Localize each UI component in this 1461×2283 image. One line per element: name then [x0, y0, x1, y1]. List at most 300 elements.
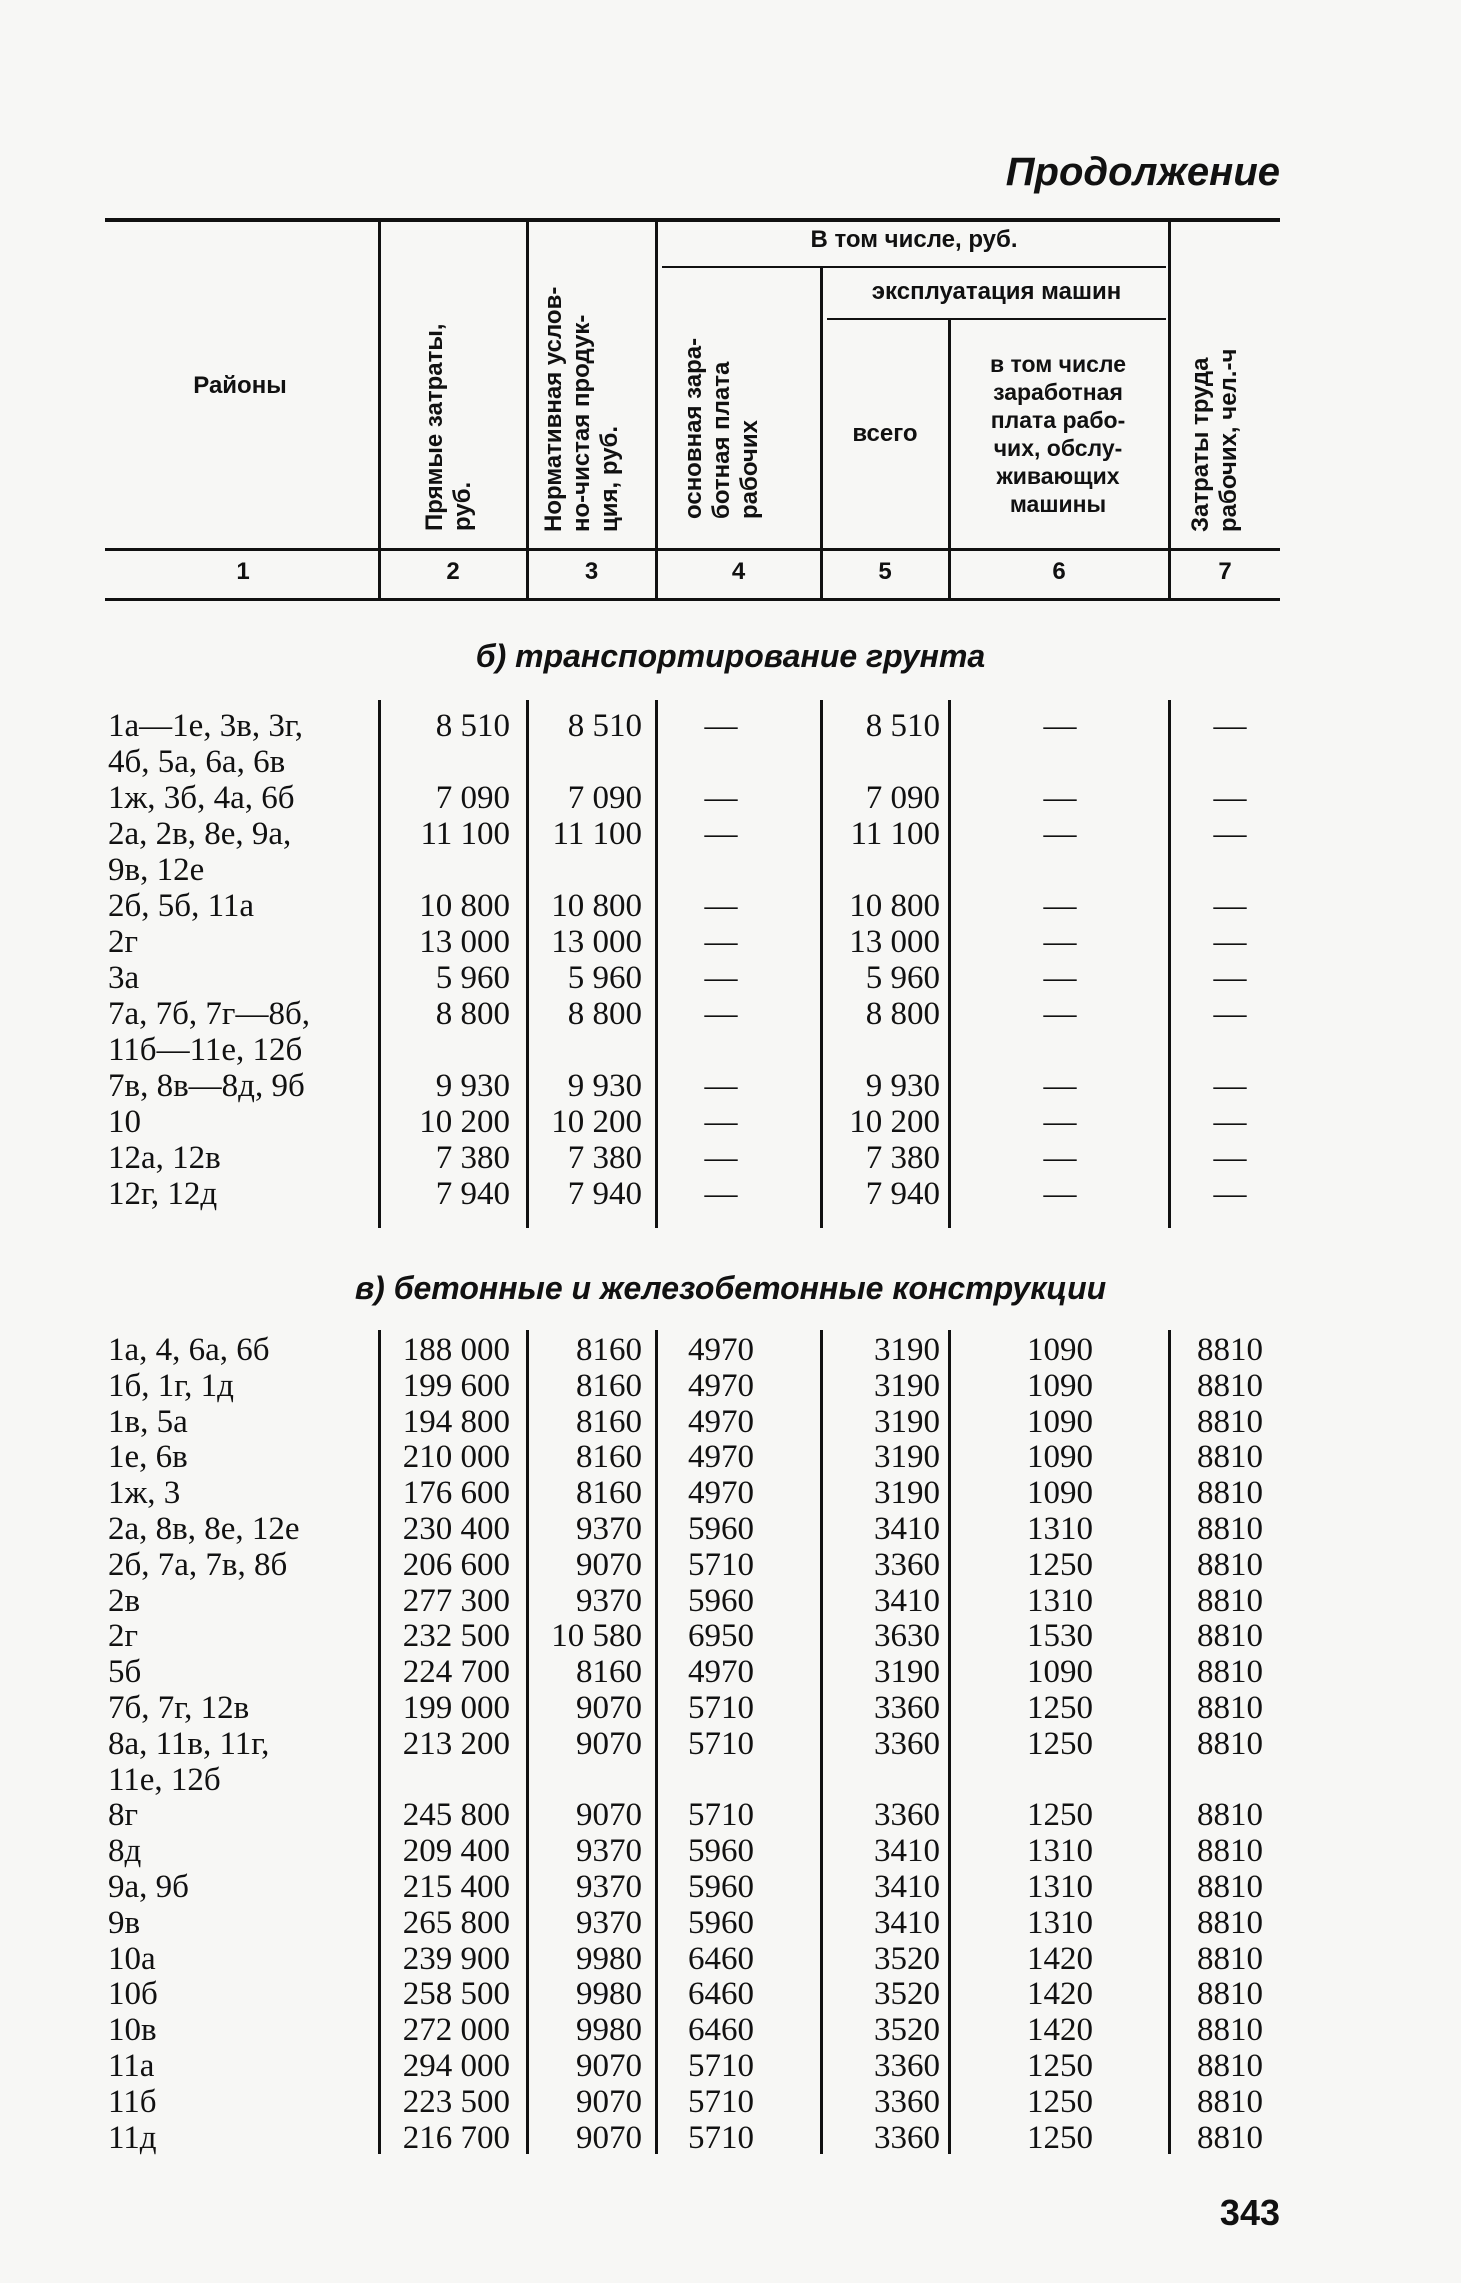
value-cell-c6: 1250: [1027, 2119, 1093, 2156]
region-cell: 1б, 1г, 1д: [108, 1367, 234, 1404]
value-cell-c5: 3360: [874, 2048, 940, 2084]
table-row: [0, 888, 1461, 924]
value-cell-c5: 3410: [874, 1511, 940, 1547]
value-cell-c7: —: [1213, 780, 1247, 816]
value-cell-c5: 3360: [874, 1690, 940, 1726]
value-cell-c7: 8810: [1197, 1797, 1263, 1834]
value-cell-c6: —: [1043, 996, 1077, 1032]
including-header: В том числе, руб.: [810, 226, 1018, 253]
value-cell-c2: 210 000: [402, 1439, 510, 1476]
value-cell-c4: —: [704, 1104, 738, 1140]
table-row: [0, 1726, 1461, 1762]
value-cell-c6: 1090: [1027, 1403, 1093, 1440]
table-row: [0, 708, 1461, 744]
value-cell-c3: 9070: [576, 1546, 642, 1583]
value-cell-c5: 3630: [874, 1618, 940, 1655]
value-cell-c6: —: [1043, 924, 1077, 960]
value-cell-c6: 1420: [1027, 1976, 1093, 2013]
value-cell-c4: 5710: [688, 2048, 754, 2084]
table-row: [0, 1368, 1461, 1404]
value-cell-c2: 232 500: [402, 1618, 510, 1655]
value-cell-c2: 7 940: [435, 1176, 510, 1212]
header-top-rule: [105, 218, 1280, 222]
value-cell-c5: 3410: [874, 1833, 940, 1870]
table-row: [0, 744, 1461, 780]
value-cell-c3: 11 100: [552, 816, 642, 852]
colnum-6: 6: [1052, 558, 1066, 585]
machine-rule: [827, 318, 1166, 320]
value-cell-c6: 1250: [1027, 1546, 1093, 1583]
value-cell-c5: 10 200: [849, 1104, 940, 1140]
region-cell: 9в, 12е: [108, 852, 205, 888]
value-cell-c2: 213 200: [402, 1725, 510, 1762]
colnum-4: 4: [731, 558, 746, 585]
value-cell-c7: 8810: [1197, 2048, 1263, 2084]
table-row: [0, 852, 1461, 888]
continued-label: Продолжение: [1005, 150, 1280, 194]
table-row: [0, 1976, 1461, 2012]
value-cell-c6: —: [1043, 1068, 1077, 1104]
region-cell: 1а—1е, 3в, 3г,: [108, 708, 303, 744]
region-cell: 10б: [108, 1976, 158, 2013]
value-cell-c6: 1310: [1027, 1582, 1093, 1619]
value-cell-c6: 1310: [1027, 1869, 1093, 1905]
table-row: [0, 1869, 1461, 1905]
value-cell-c3: 9070: [576, 1690, 642, 1726]
value-cell-c2: 265 800: [402, 1904, 510, 1941]
region-cell: 10: [108, 1104, 141, 1140]
value-cell-c2: 7 090: [435, 780, 510, 816]
value-cell-c2: 176 600: [402, 1475, 510, 1512]
value-cell-c6: 1530: [1027, 1618, 1093, 1655]
value-cell-c7: —: [1213, 708, 1247, 744]
region-cell: 4б, 5а, 6а, 6в: [108, 744, 286, 780]
value-cell-c3: 9980: [576, 1976, 642, 2013]
value-cell-c2: 215 400: [402, 1869, 510, 1905]
value-cell-c6: —: [1043, 708, 1077, 744]
value-cell-c4: 5710: [688, 1546, 754, 1583]
value-cell-c4: 5710: [688, 2083, 754, 2120]
direct-costs-header: Прямые затраты, руб.: [421, 323, 476, 531]
value-cell-c7: —: [1213, 888, 1247, 924]
value-cell-c4: —: [704, 816, 738, 852]
region-cell: 1в, 5а: [108, 1403, 188, 1440]
value-cell-c4: —: [704, 780, 738, 816]
value-cell-c4: —: [704, 1140, 738, 1176]
value-cell-c4: 4970: [688, 1654, 754, 1691]
value-cell-c7: —: [1213, 1068, 1247, 1104]
value-cell-c5: 3360: [874, 2083, 940, 2120]
value-cell-c7: 8810: [1197, 1403, 1263, 1440]
value-cell-c7: 8810: [1197, 1654, 1263, 1691]
value-cell-c4: 5960: [688, 1904, 754, 1941]
value-cell-c7: —: [1213, 924, 1247, 960]
value-cell-c4: 5960: [688, 1869, 754, 1905]
value-cell-c6: 1250: [1027, 1797, 1093, 1834]
value-cell-c7: —: [1213, 996, 1247, 1032]
region-cell: 3а: [108, 960, 140, 996]
region-cell: 8г: [108, 1797, 139, 1834]
value-cell-c5: 3190: [874, 1403, 940, 1440]
table-row: [0, 1762, 1461, 1798]
region-cell: 2г: [108, 1618, 139, 1655]
value-cell-c4: 4970: [688, 1367, 754, 1404]
value-cell-c4: —: [704, 924, 738, 960]
value-cell-c4: 5710: [688, 1797, 754, 1834]
region-cell: 2а, 2в, 8е, 9а,: [108, 816, 292, 852]
value-cell-c5: 3190: [874, 1439, 940, 1476]
value-cell-c3: 10 580: [551, 1618, 642, 1655]
value-cell-c6: 1090: [1027, 1475, 1093, 1512]
value-cell-c6: 1250: [1027, 1690, 1093, 1726]
value-cell-c4: 4970: [688, 1439, 754, 1476]
value-cell-c5: 3410: [874, 1869, 940, 1905]
region-cell: 7в, 8в—8д, 9б: [108, 1068, 305, 1104]
total-header: всего: [852, 420, 918, 447]
value-cell-c2: 11 100: [420, 816, 510, 852]
value-cell-c7: 8810: [1197, 1904, 1263, 1941]
value-cell-c5: 3360: [874, 1797, 940, 1834]
region-cell: 11б—11е, 12б: [108, 1032, 303, 1068]
value-cell-c4: 5710: [688, 2119, 754, 2156]
value-cell-c2: 239 900: [402, 1940, 510, 1977]
colnum-bottom-rule: [105, 598, 1280, 601]
region-cell: 2а, 8в, 8е, 12е: [108, 1511, 300, 1547]
value-cell-c2: 294 000: [402, 2048, 510, 2084]
value-cell-c3: 9070: [576, 2119, 642, 2156]
value-cell-c6: 1310: [1027, 1833, 1093, 1870]
value-cell-c4: —: [704, 1068, 738, 1104]
value-cell-c4: —: [704, 888, 738, 924]
table-row: [0, 1176, 1461, 1212]
table-row: [0, 816, 1461, 852]
value-cell-c4: 6460: [688, 1976, 754, 2013]
section-c-title: в) бетонные и железобетонные конструкции: [354, 1270, 1107, 1306]
value-cell-c4: 5960: [688, 1582, 754, 1619]
value-cell-c6: 1310: [1027, 1904, 1093, 1941]
value-cell-c3: 8160: [576, 1654, 642, 1691]
colnum-5: 5: [878, 558, 892, 585]
value-cell-c3: 9070: [576, 2083, 642, 2120]
page-number: 343: [1219, 2192, 1280, 2233]
colnum-2: 2: [446, 558, 460, 585]
section-b-title: б) транспортирование грунта: [475, 638, 986, 674]
value-cell-c5: 3520: [874, 1940, 940, 1977]
value-cell-c6: —: [1043, 816, 1077, 852]
value-cell-c3: 8160: [576, 1332, 642, 1368]
value-cell-c4: 5960: [688, 1511, 754, 1547]
header-vline-6: [1168, 220, 1171, 600]
value-cell-c6: 1090: [1027, 1439, 1093, 1476]
header-vline-1: [378, 220, 381, 600]
table-row: [0, 1104, 1461, 1140]
value-cell-c2: 272 000: [402, 2012, 510, 2049]
region-cell: 11б: [108, 2083, 157, 2120]
region-cell: 7б, 7г, 12в: [108, 1690, 250, 1726]
value-cell-c5: 3410: [874, 1582, 940, 1619]
value-cell-c7: 8810: [1197, 1332, 1263, 1368]
value-cell-c3: 5 960: [567, 960, 642, 996]
value-cell-c7: —: [1213, 1176, 1247, 1212]
value-cell-c3: 8160: [576, 1367, 642, 1404]
value-cell-c2: 13 000: [419, 924, 510, 960]
region-cell: 8д: [108, 1833, 142, 1870]
value-cell-c6: —: [1043, 888, 1077, 924]
value-cell-c4: 5710: [688, 1725, 754, 1762]
value-cell-c5: 3360: [874, 1725, 940, 1762]
table-row: [0, 1905, 1461, 1941]
value-cell-c2: 245 800: [402, 1797, 510, 1834]
region-cell: 2б, 7а, 7в, 8б: [108, 1546, 288, 1583]
header-vline-3: [655, 220, 658, 600]
value-cell-c6: —: [1043, 1140, 1077, 1176]
value-cell-c6: 1250: [1027, 1725, 1093, 1762]
region-cell: 1ж, 3б, 4а, 6б: [108, 780, 295, 816]
region-cell: 1ж, 3: [108, 1475, 181, 1512]
value-cell-c7: 8810: [1197, 1869, 1263, 1905]
value-cell-c6: 1420: [1027, 1940, 1093, 1977]
table-row: [0, 1941, 1461, 1977]
value-cell-c6: 1250: [1027, 2083, 1093, 2120]
region-cell: 1е, 6в: [108, 1439, 188, 1476]
value-cell-c6: —: [1043, 1176, 1077, 1212]
value-cell-c3: 8 510: [567, 708, 642, 744]
value-cell-c3: 10 800: [551, 888, 642, 924]
value-cell-c6: 1310: [1027, 1511, 1093, 1547]
value-cell-c5: 3360: [874, 2119, 940, 2156]
value-cell-c4: 4970: [688, 1475, 754, 1512]
value-cell-c7: —: [1213, 1140, 1247, 1176]
value-cell-c3: 8160: [576, 1475, 642, 1512]
value-cell-c3: 9070: [576, 1725, 642, 1762]
value-cell-c3: 9980: [576, 2012, 642, 2049]
value-cell-c5: 8 800: [865, 996, 940, 1032]
value-cell-c5: 3190: [874, 1367, 940, 1404]
value-cell-c6: 1090: [1027, 1654, 1093, 1691]
value-cell-c2: 230 400: [402, 1511, 510, 1547]
value-cell-c3: 9370: [576, 1869, 642, 1905]
normative-output-header: Нормативная услов- но-чистая продук- ция, руб.: [540, 286, 623, 532]
value-cell-c3: 9370: [576, 1833, 642, 1870]
value-cell-c4: —: [704, 960, 738, 996]
region-cell: 9в: [108, 1904, 141, 1941]
value-cell-c7: 8810: [1197, 1511, 1263, 1547]
value-cell-c7: 8810: [1197, 1582, 1263, 1619]
value-cell-c4: 4970: [688, 1332, 754, 1368]
value-cell-c6: 1090: [1027, 1332, 1093, 1368]
value-cell-c3: 9 930: [567, 1068, 642, 1104]
region-cell: 11е, 12б: [108, 1761, 221, 1798]
value-cell-c5: 8 510: [865, 708, 940, 744]
value-cell-c6: 1090: [1027, 1367, 1093, 1404]
value-cell-c5: 10 800: [849, 888, 940, 924]
table-row: [0, 780, 1461, 816]
table-row: [0, 1833, 1461, 1869]
table-row: [0, 1511, 1461, 1547]
table-row: [0, 1332, 1461, 1368]
table-row: [0, 1583, 1461, 1619]
value-cell-c7: 8810: [1197, 1833, 1263, 1870]
region-cell: 2б, 5б, 11а: [108, 888, 255, 924]
value-cell-c2: 194 800: [402, 1403, 510, 1440]
table-row: [0, 924, 1461, 960]
value-cell-c2: 199 000: [402, 1690, 510, 1726]
value-cell-c4: —: [704, 996, 738, 1032]
region-cell: 11а: [108, 2048, 155, 2084]
table-row: [0, 1032, 1461, 1068]
table-row: [0, 2048, 1461, 2084]
table-row: [0, 960, 1461, 996]
value-cell-c5: 9 930: [865, 1068, 940, 1104]
value-cell-c2: 206 600: [402, 1546, 510, 1583]
value-cell-c5: 7 940: [865, 1176, 940, 1212]
region-cell: 8а, 11в, 11г,: [108, 1725, 270, 1762]
table-row: [0, 1068, 1461, 1104]
value-cell-c2: 8 510: [435, 708, 510, 744]
region-cell: 5б: [108, 1654, 142, 1691]
table-row: [0, 996, 1461, 1032]
incl-wage-header: в том числе заработная плата рабо- чих, обслу- живающих машины: [989, 351, 1127, 517]
region-cell: 12г, 12д: [108, 1176, 218, 1212]
value-cell-c5: 13 000: [849, 924, 940, 960]
header-vline-2: [526, 220, 529, 600]
table-row: [0, 1654, 1461, 1690]
value-cell-c3: 7 090: [567, 780, 642, 816]
value-cell-c3: 9370: [576, 1511, 642, 1547]
labor-header: Затраты труда рабочих, чел.-ч: [1187, 348, 1242, 532]
value-cell-c2: 199 600: [402, 1367, 510, 1404]
base-wage-header: основная зара- ботная плата рабочих: [680, 337, 763, 519]
value-cell-c3: 9370: [576, 1582, 642, 1619]
value-cell-c7: —: [1213, 960, 1247, 996]
value-cell-c7: —: [1213, 816, 1247, 852]
value-cell-c2: 223 500: [402, 2083, 510, 2120]
table-row: [0, 2084, 1461, 2120]
region-cell: 1а, 4, 6а, 6б: [108, 1332, 270, 1368]
regions-header: Районы: [193, 372, 287, 399]
colnum-3: 3: [584, 558, 599, 585]
value-cell-c7: 8810: [1197, 1367, 1263, 1404]
value-cell-c2: 10 200: [419, 1104, 510, 1140]
value-cell-c6: —: [1043, 1104, 1077, 1140]
table-row: [0, 1404, 1461, 1440]
value-cell-c2: 258 500: [402, 1976, 510, 2013]
table-row: [0, 1618, 1461, 1654]
value-cell-c4: 6950: [688, 1618, 754, 1655]
value-cell-c2: 209 400: [402, 1833, 510, 1870]
value-cell-c5: 3360: [874, 1546, 940, 1583]
value-cell-c3: 13 000: [551, 924, 642, 960]
value-cell-c2: 8 800: [435, 996, 510, 1032]
value-cell-c5: 3190: [874, 1332, 940, 1368]
machine-operation-header: эксплуатация машин: [871, 278, 1122, 305]
value-cell-c5: 3190: [874, 1654, 940, 1691]
table-row: [0, 2012, 1461, 2048]
value-cell-c5: 3520: [874, 1976, 940, 2013]
value-cell-c2: 216 700: [402, 2119, 510, 2156]
value-cell-c7: 8810: [1197, 1546, 1263, 1583]
value-cell-c7: 8810: [1197, 1475, 1263, 1512]
value-cell-c3: 8160: [576, 1403, 642, 1440]
value-cell-c2: 7 380: [435, 1140, 510, 1176]
colnum-1: 1: [236, 558, 250, 585]
value-cell-c5: 7 380: [865, 1140, 940, 1176]
value-cell-c3: 9980: [576, 1940, 642, 1977]
value-cell-c2: 10 800: [419, 888, 510, 924]
table-row: [0, 1140, 1461, 1176]
value-cell-c7: 8810: [1197, 1690, 1263, 1726]
value-cell-c3: 7 380: [567, 1140, 642, 1176]
value-cell-c3: 7 940: [567, 1176, 642, 1212]
colnum-7: 7: [1218, 558, 1232, 585]
value-cell-c5: 7 090: [865, 780, 940, 816]
region-cell: 10а: [108, 1940, 156, 1977]
value-cell-c7: 8810: [1197, 1940, 1263, 1977]
value-cell-c3: 8160: [576, 1439, 642, 1476]
value-cell-c4: —: [704, 1176, 738, 1212]
region-cell: 2г: [108, 924, 139, 960]
value-cell-c4: 6460: [688, 1940, 754, 1977]
value-cell-c7: 8810: [1197, 2083, 1263, 2120]
value-cell-c5: 3190: [874, 1475, 940, 1512]
value-cell-c3: 9070: [576, 1797, 642, 1834]
value-cell-c6: —: [1043, 960, 1077, 996]
value-cell-c4: 5710: [688, 1690, 754, 1726]
region-cell: 2в: [108, 1582, 141, 1619]
table-row: [0, 2120, 1461, 2156]
table-row: [0, 1475, 1461, 1511]
value-cell-c4: —: [704, 708, 738, 744]
value-cell-c7: 8810: [1197, 2119, 1263, 2156]
value-cell-c7: —: [1213, 1104, 1247, 1140]
table-row: [0, 1690, 1461, 1726]
value-cell-c3: 10 200: [551, 1104, 642, 1140]
header-bottom-rule: [105, 548, 1280, 551]
region-cell: 10в: [108, 2012, 157, 2049]
value-cell-c6: 1420: [1027, 2012, 1093, 2049]
value-cell-c4: 5960: [688, 1833, 754, 1870]
value-cell-c7: 8810: [1197, 1439, 1263, 1476]
value-cell-c3: 8 800: [567, 996, 642, 1032]
value-cell-c5: 3410: [874, 1904, 940, 1941]
value-cell-c4: 4970: [688, 1403, 754, 1440]
value-cell-c7: 8810: [1197, 1976, 1263, 2013]
region-cell: 9а, 9б: [108, 1869, 189, 1905]
value-cell-c2: 188 000: [402, 1332, 510, 1368]
region-cell: 11д: [108, 2119, 157, 2156]
table-row: [0, 1547, 1461, 1583]
value-cell-c2: 9 930: [435, 1068, 510, 1104]
value-cell-c2: 5 960: [435, 960, 510, 996]
value-cell-c6: —: [1043, 780, 1077, 816]
region-cell: 7а, 7б, 7г—8б,: [108, 996, 311, 1032]
value-cell-c7: 8810: [1197, 2012, 1263, 2049]
table-row: [0, 1797, 1461, 1833]
value-cell-c5: 11 100: [850, 816, 940, 852]
region-cell: 12а, 12в: [108, 1140, 221, 1176]
value-cell-c7: 8810: [1197, 1725, 1263, 1762]
table-row: [0, 1439, 1461, 1475]
value-cell-c3: 9070: [576, 2048, 642, 2084]
value-cell-c7: 8810: [1197, 1618, 1263, 1655]
value-cell-c5: 3520: [874, 2012, 940, 2049]
value-cell-c6: 1250: [1027, 2048, 1093, 2084]
value-cell-c2: 277 300: [402, 1582, 510, 1619]
value-cell-c5: 5 960: [865, 960, 940, 996]
value-cell-c2: 224 700: [402, 1654, 510, 1691]
value-cell-c3: 9370: [576, 1904, 642, 1941]
value-cell-c4: 6460: [688, 2012, 754, 2049]
